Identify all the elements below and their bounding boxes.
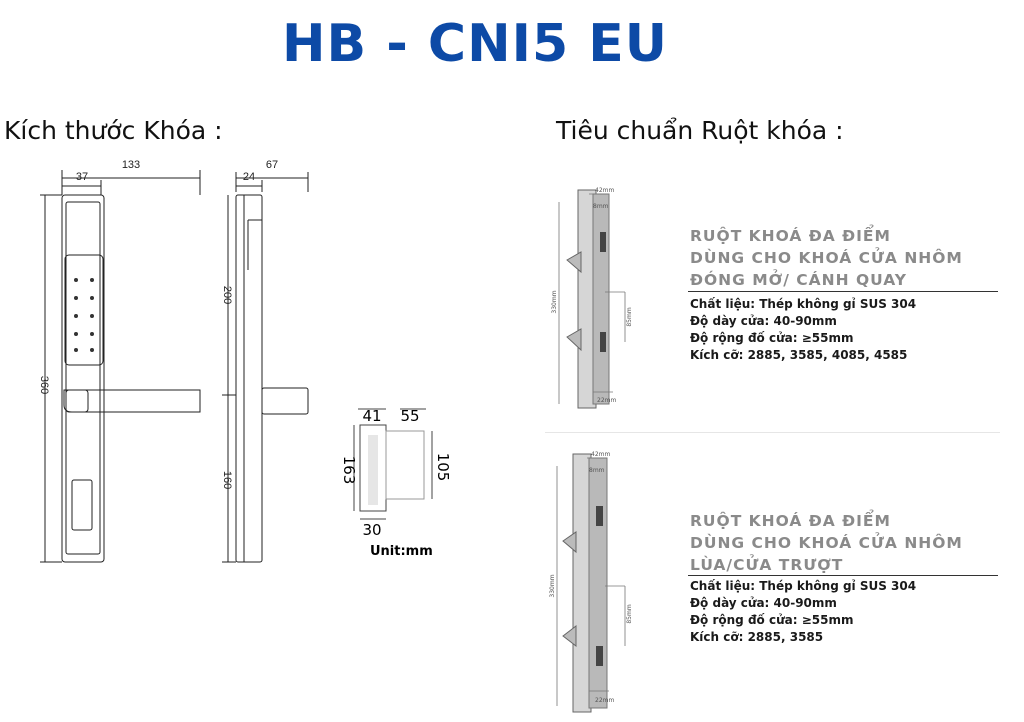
svg-text:42mm: 42mm <box>595 187 615 194</box>
small-dim-w2: 55 <box>400 407 420 425</box>
dim-lower: 160 <box>221 470 233 490</box>
page-title: HB - CNI5 EU <box>281 14 668 74</box>
dim-depth-front: 24 <box>242 171 256 183</box>
core-standard-heading: Tiêu chuẩn Ruột khóa : <box>556 116 844 145</box>
dim-width-total: 133 <box>121 159 141 171</box>
svg-text:22mm: 22mm <box>595 697 615 704</box>
product-1-specs: Chất liệu: Thép không gỉ SUS 304 Độ dày cửa: 40-90mm Độ rộng đố cửa: ≥55mm Kích cỡ: 2885, 3585, 4085, 4585 <box>690 297 917 362</box>
svg-text:85mm: 85mm <box>626 604 633 624</box>
unit-label: Unit:mm <box>370 544 433 559</box>
svg-text:85mm: 85mm <box>626 307 633 327</box>
dim-width-front: 37 <box>75 171 89 183</box>
svg-text:8mm: 8mm <box>593 203 609 210</box>
mortise-drawing <box>330 395 470 575</box>
small-dim-w3: 30 <box>362 521 382 539</box>
svg-text:330mm: 330mm <box>549 574 556 598</box>
dim-depth-total: 67 <box>265 159 279 171</box>
small-dim-w1: 41 <box>362 407 382 425</box>
product-2-specs: Chất liệu: Thép không gỉ SUS 304 Độ dày cửa: 40-90mm Độ rộng đố cửa: ≥55mm Kích cỡ: 2885, 3585 <box>690 579 917 644</box>
product-1-divider <box>688 291 998 292</box>
lock-size-heading: Kích thước Khóa : <box>4 116 223 145</box>
svg-text:8mm: 8mm <box>589 467 605 474</box>
small-dim-h1: 163 <box>340 455 358 485</box>
small-dim-h2: 105 <box>434 452 452 482</box>
product-2-title: RUỘT KHOÁ ĐA ĐIỂM DÙNG CHO KHOÁ CỬA NHÔM LÙA/CỬA TRƯỢT <box>690 512 963 574</box>
product-1-title: RUỘT KHOÁ ĐA ĐIỂM DÙNG CHO KHOÁ CỬA NHÔM ĐÓNG MỞ/ CÁNH QUAY <box>690 227 963 289</box>
lock-core-2-drawing <box>545 446 645 716</box>
lock-core-1-drawing <box>545 182 645 414</box>
dim-upper: 200 <box>221 285 233 305</box>
svg-text:22mm: 22mm <box>597 397 617 404</box>
product-2-divider <box>688 575 998 576</box>
lock-front-side-drawing <box>0 150 330 570</box>
dim-height-total: 360 <box>38 375 50 395</box>
section-separator <box>545 432 1000 433</box>
svg-text:330mm: 330mm <box>551 290 558 314</box>
svg-text:42mm: 42mm <box>591 451 611 458</box>
